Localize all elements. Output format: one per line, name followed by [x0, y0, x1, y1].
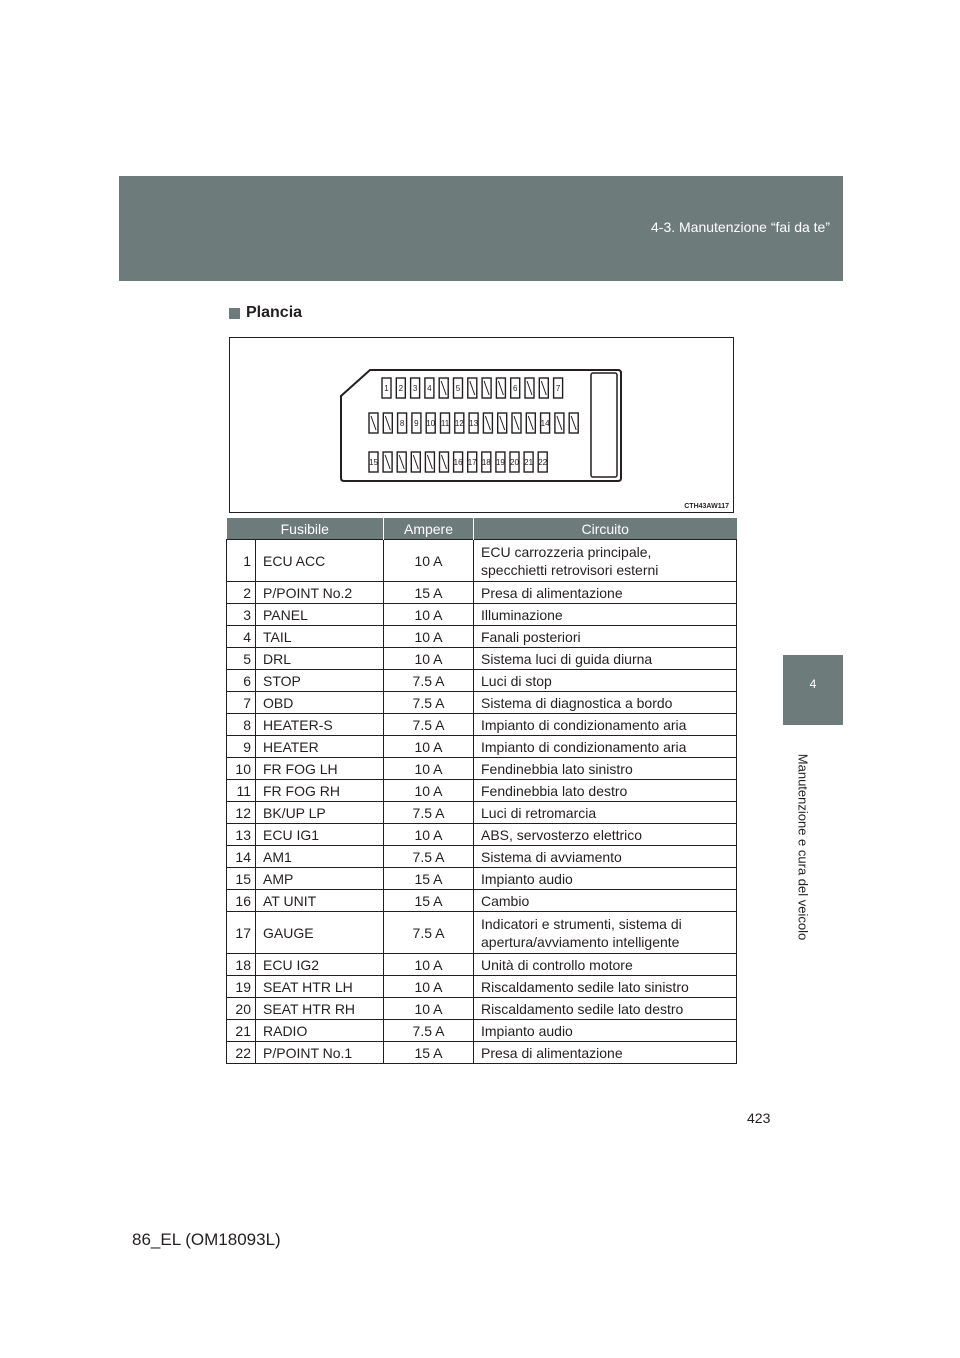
subheading-text: Plancia: [246, 304, 303, 321]
table-row: [227, 1020, 737, 1042]
fuse-number-label: 5: [455, 384, 461, 393]
fuse-circuit-cell: [474, 1020, 737, 1042]
fuse-name-cell: DRL: [256, 648, 384, 670]
fuse-number-cell: 12: [227, 802, 256, 824]
fuse-number-label: 22: [538, 458, 548, 467]
fuse-name-cell: AMP: [256, 868, 384, 890]
circuit-line: Presa di alimentazione: [481, 584, 623, 601]
circuit-line: Fanali posteriori: [481, 628, 581, 645]
header-circuito: Circuito: [474, 518, 737, 540]
fuse-number-cell: 20: [227, 998, 256, 1020]
fuse-number-cell: 8: [227, 714, 256, 736]
fuse-number-cell: 19: [227, 976, 256, 998]
fuse-circuit-cell: [474, 868, 737, 890]
fuse-number-label: 7: [555, 384, 561, 393]
fuse-name-cell: OBD: [256, 692, 384, 714]
fuse-number-cell: 13: [227, 824, 256, 846]
fuse-number-label: 6: [512, 384, 518, 393]
fuse-ampere-cell: 7.5 A: [384, 1020, 474, 1042]
fuse-number-label: 13: [469, 419, 479, 428]
chapter-number: 4: [809, 677, 817, 691]
footer-code: 86_EL (OM18093L): [132, 1230, 281, 1249]
table-row: [227, 998, 737, 1020]
header-fusibile: Fusibile: [227, 518, 384, 540]
fuse-number-cell: 15: [227, 868, 256, 890]
fuse-number-cell: 6: [227, 670, 256, 692]
fuse-ampere-cell: 15 A: [384, 1042, 474, 1064]
chapter-tab: [783, 655, 843, 725]
circuit-line: Riscaldamento sedile lato destro: [481, 1000, 684, 1017]
circuit-line: specchietti retrovisori esterni: [481, 561, 659, 578]
chapter-title-wrap: [790, 732, 816, 962]
fuse-ampere-cell: 10 A: [384, 736, 474, 758]
fuse-number-cell: 18: [227, 954, 256, 976]
table-row: [227, 780, 737, 802]
fuse-circuit-cell: [474, 976, 737, 998]
fuse-circuit-cell: [474, 998, 737, 1020]
fuse-number-label: 12: [454, 419, 464, 428]
table-row: [227, 954, 737, 976]
fuse-name-cell: RADIO: [256, 1020, 384, 1042]
fuse-circuit-cell: [474, 540, 737, 582]
table-row: [227, 670, 737, 692]
fuse-number-cell: 21: [227, 1020, 256, 1042]
fuse-circuit-cell: [474, 582, 737, 604]
fuse-number-label: 21: [524, 458, 534, 467]
fuse-name-cell: BK/UP LP: [256, 802, 384, 824]
circuit-line: Luci di retromarcia: [481, 804, 597, 821]
fuse-name-cell: AT UNIT: [256, 890, 384, 912]
table-row: [227, 540, 737, 582]
fuse-number-cell: 2: [227, 582, 256, 604]
fuse-ampere-cell: 10 A: [384, 998, 474, 1020]
fuse-number-cell: 1: [227, 540, 256, 582]
section-title: 4-3. Manutenzione “fai da te”: [651, 219, 830, 235]
fuse-ampere-cell: 10 A: [384, 824, 474, 846]
fuse-number-cell: 9: [227, 736, 256, 758]
fuse-number-cell: 17: [227, 912, 256, 954]
circuit-line: Riscaldamento sedile lato sinistro: [481, 978, 689, 995]
fuse-number-label: 14: [540, 419, 550, 428]
fuse-number-cell: 14: [227, 846, 256, 868]
chapter-title: Manutenzione e cura del veicolo: [795, 753, 811, 941]
fuse-number-cell: 10: [227, 758, 256, 780]
fuse-number-label: 3: [412, 384, 418, 393]
fuse-ampere-cell: 10 A: [384, 976, 474, 998]
fuse-name-cell: P/POINT No.1: [256, 1042, 384, 1064]
fuse-name-cell: STOP: [256, 670, 384, 692]
header-ampere: Ampere: [384, 518, 474, 540]
fuse-ampere-cell: 7.5 A: [384, 670, 474, 692]
fuse-name-cell: SEAT HTR LH: [256, 976, 384, 998]
fuse-name-cell: P/POINT No.2: [256, 582, 384, 604]
fuse-number-cell: 11: [227, 780, 256, 802]
fuse-number-cell: 22: [227, 1042, 256, 1064]
fuse-box-diagram: [229, 337, 734, 513]
table-header-row: [227, 518, 737, 540]
fuse-number-cell: 5: [227, 648, 256, 670]
fuse-ampere-cell: 15 A: [384, 868, 474, 890]
fuse-number-label: 17: [467, 458, 477, 467]
fuse-name-cell: ECU IG2: [256, 954, 384, 976]
circuit-line: Sistema di avviamento: [481, 848, 622, 865]
circuit-line: Fendinebbia lato destro: [481, 782, 628, 799]
circuit-line: Impianto di condizionamento aria: [481, 716, 687, 733]
fuse-ampere-cell: 7.5 A: [384, 912, 474, 954]
fuse-number-label: 1: [384, 384, 389, 393]
fuse-circuit-cell: [474, 648, 737, 670]
fuse-circuit-cell: [474, 802, 737, 824]
diagram-code: CTH43AW117: [684, 503, 729, 510]
fuse-number-label: 2: [398, 384, 404, 393]
table-row: [227, 802, 737, 824]
fuse-ampere-cell: 10 A: [384, 954, 474, 976]
table-row: [227, 626, 737, 648]
fuse-ampere-cell: 7.5 A: [384, 846, 474, 868]
fuse-number-label: 19: [495, 458, 505, 467]
fuse-name-cell: TAIL: [256, 626, 384, 648]
fuse-circuit-cell: [474, 692, 737, 714]
fuse-ampere-cell: 10 A: [384, 758, 474, 780]
square-bullet-icon: [229, 308, 240, 319]
fuse-name-cell: HEATER: [256, 736, 384, 758]
fuse-ampere-cell: 15 A: [384, 582, 474, 604]
fuse-circuit-cell: [474, 1042, 737, 1064]
fuse-ampere-cell: 15 A: [384, 890, 474, 912]
fuse-circuit-cell: [474, 714, 737, 736]
fuse-ampere-cell: 7.5 A: [384, 802, 474, 824]
fuse-number-label: 18: [481, 458, 491, 467]
fuse-circuit-cell: [474, 670, 737, 692]
table-row: [227, 604, 737, 626]
fuse-number-label: 15: [369, 458, 378, 467]
fuse-number-label: 8: [399, 419, 405, 428]
fuse-number-label: 11: [440, 419, 450, 428]
circuit-line: ABS, servosterzo elettrico: [481, 826, 643, 843]
table-row: [227, 868, 737, 890]
fuse-name-cell: FR FOG LH: [256, 758, 384, 780]
fuse-name-cell: PANEL: [256, 604, 384, 626]
fuse-name-cell: SEAT HTR RH: [256, 998, 384, 1020]
fuse-number-label: 16: [453, 458, 463, 467]
circuit-line: Cambio: [481, 892, 530, 909]
fuse-number-cell: 7: [227, 692, 256, 714]
fuse-circuit-cell: [474, 626, 737, 648]
fuse-number-cell: 3: [227, 604, 256, 626]
subheading: [229, 304, 302, 322]
fuse-name-cell: FR FOG RH: [256, 780, 384, 802]
circuit-line: ECU carrozzeria principale,: [481, 543, 652, 560]
fuse-ampere-cell: 10 A: [384, 648, 474, 670]
fuse-circuit-cell: [474, 736, 737, 758]
fuse-circuit-cell: [474, 824, 737, 846]
table-row: [227, 758, 737, 780]
circuit-line: Sistema di diagnostica a bordo: [481, 694, 673, 711]
fuse-ampere-cell: 7.5 A: [384, 714, 474, 736]
fuse-table: [226, 518, 737, 1064]
circuit-line: Illuminazione: [481, 606, 563, 623]
circuit-line: Impianto audio: [481, 1022, 573, 1039]
fuse-name-cell: GAUGE: [256, 912, 384, 954]
circuit-line: Indicatori e strumenti, sistema di: [481, 915, 682, 932]
table-row: [227, 1042, 737, 1064]
fuse-ampere-cell: 10 A: [384, 604, 474, 626]
fuse-circuit-cell: [474, 846, 737, 868]
table-row: [227, 736, 737, 758]
circuit-line: Luci di stop: [481, 672, 552, 689]
fuse-number-label: 9: [414, 419, 419, 428]
circuit-line: Fendinebbia lato sinistro: [481, 760, 633, 777]
table-row: [227, 912, 737, 954]
circuit-line: apertura/avviamento intelligente: [481, 933, 680, 950]
fuse-circuit-cell: [474, 604, 737, 626]
fuse-number-label: 4: [427, 384, 432, 393]
fuse-circuit-cell: [474, 912, 737, 954]
table-row: [227, 890, 737, 912]
fuse-ampere-cell: 7.5 A: [384, 692, 474, 714]
table-row: [227, 648, 737, 670]
fuse-circuit-cell: [474, 780, 737, 802]
fuse-ampere-cell: 10 A: [384, 780, 474, 802]
fuse-circuit-cell: [474, 954, 737, 976]
fuse-number-label: 20: [510, 458, 519, 467]
circuit-line: Impianto audio: [481, 870, 573, 887]
circuit-line: Unità di controllo motore: [481, 956, 633, 973]
circuit-line: Presa di alimentazione: [481, 1044, 623, 1061]
circuit-line: Sistema luci di guida diurna: [481, 650, 653, 667]
fuse-name-cell: HEATER-S: [256, 714, 384, 736]
table-row: [227, 846, 737, 868]
table-row: [227, 976, 737, 998]
fuse-number-label: 10: [426, 419, 436, 428]
fuse-number-cell: 4: [227, 626, 256, 648]
fuse-ampere-cell: 10 A: [384, 626, 474, 648]
fuse-number-cell: 16: [227, 890, 256, 912]
fuse-name-cell: ECU IG1: [256, 824, 384, 846]
fuse-circuit-cell: [474, 890, 737, 912]
table-row: [227, 582, 737, 604]
fuse-ampere-cell: 10 A: [384, 540, 474, 582]
fuse-circuit-cell: [474, 758, 737, 780]
fuse-name-cell: ECU ACC: [256, 540, 384, 582]
fuse-box-illustration: [230, 338, 733, 512]
table-row: [227, 714, 737, 736]
fuse-box-tab: [591, 373, 617, 477]
table-row: [227, 692, 737, 714]
table-row: [227, 824, 737, 846]
fuse-name-cell: AM1: [256, 846, 384, 868]
circuit-line: Impianto di condizionamento aria: [481, 738, 687, 755]
page-number: 423: [747, 1110, 771, 1126]
